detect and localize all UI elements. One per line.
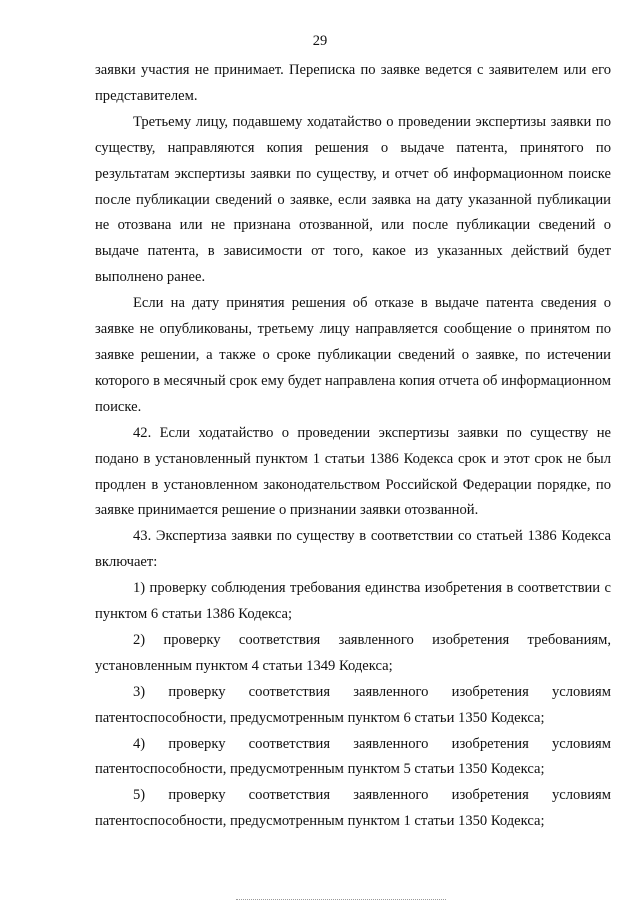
paragraph-third-party-documents: Третьему лицу, подавшему ходатайство о проведении экспертизы заявки по существу, направляются копия решения о выдаче патента, принятого по результатам экспертизы заявки по существу, и отчет об информационном поиске после публикации сведений о заявке, если заявка на дату указанной публикации не отозвана или не признана отозванной, или после публикации сведений о выдаче патента, в зависимости от того, какое из указанных действий будет выполнено ранее. — [95, 113, 611, 286]
list-item-5: 5) проверку соответствия заявленного изобретения условиям патентоспособности, предусмотренным пунктом 1 статьи 1350 Кодекса; — [95, 787, 611, 830]
scan-edge-divider — [236, 899, 446, 900]
page-number: 29 — [312, 33, 328, 49]
paragraph-clause-43: 43. Экспертиза заявки по существу в соответствии со статьей 1386 Кодекса включает: — [95, 528, 611, 571]
list-item-2: 2) проверку соответствия заявленного изобретения требованиям, установленным пунктом 4 статьи 1349 Кодекса; — [95, 631, 611, 674]
list-item-1: 1) проверку соблюдения требования единства изобретения в соответствии с пунктом 6 статьи 1386 Кодекса; — [95, 580, 611, 623]
list-item-3: 3) проверку соответствия заявленного изобретения условиям патентоспособности, предусмотренным пунктом 6 статьи 1350 Кодекса; — [95, 683, 611, 726]
document-body — [95, 58, 611, 835]
list-item-4: 4) проверку соответствия заявленного изобретения условиям патентоспособности, предусмотренным пунктом 5 статьи 1350 Кодекса; — [95, 735, 611, 778]
paragraph-refusal-notice: Если на дату принятия решения об отказе в выдаче патента сведения о заявке не опубликованы, третьему лицу направляется сообщение о принятом по заявке решении, а также о сроке публикации сведений о заявке, по истечении которого в месячный срок ему будет направлена копия отчета об информационном поиске. — [95, 295, 611, 415]
paragraph-continuation: заявки участия не принимает. Переписка по заявке ведется с заявителем или его представителем. — [95, 62, 611, 104]
paragraph-clause-42: 42. Если ходатайство о проведении экспертизы заявки по существу не подано в установленный пунктом 1 статьи 1386 Кодекса срок и этот срок не был продлен в установленном законодательством Российской Федерации порядке, по заявке принимается решение о признании заявки отозванной. — [95, 424, 611, 519]
